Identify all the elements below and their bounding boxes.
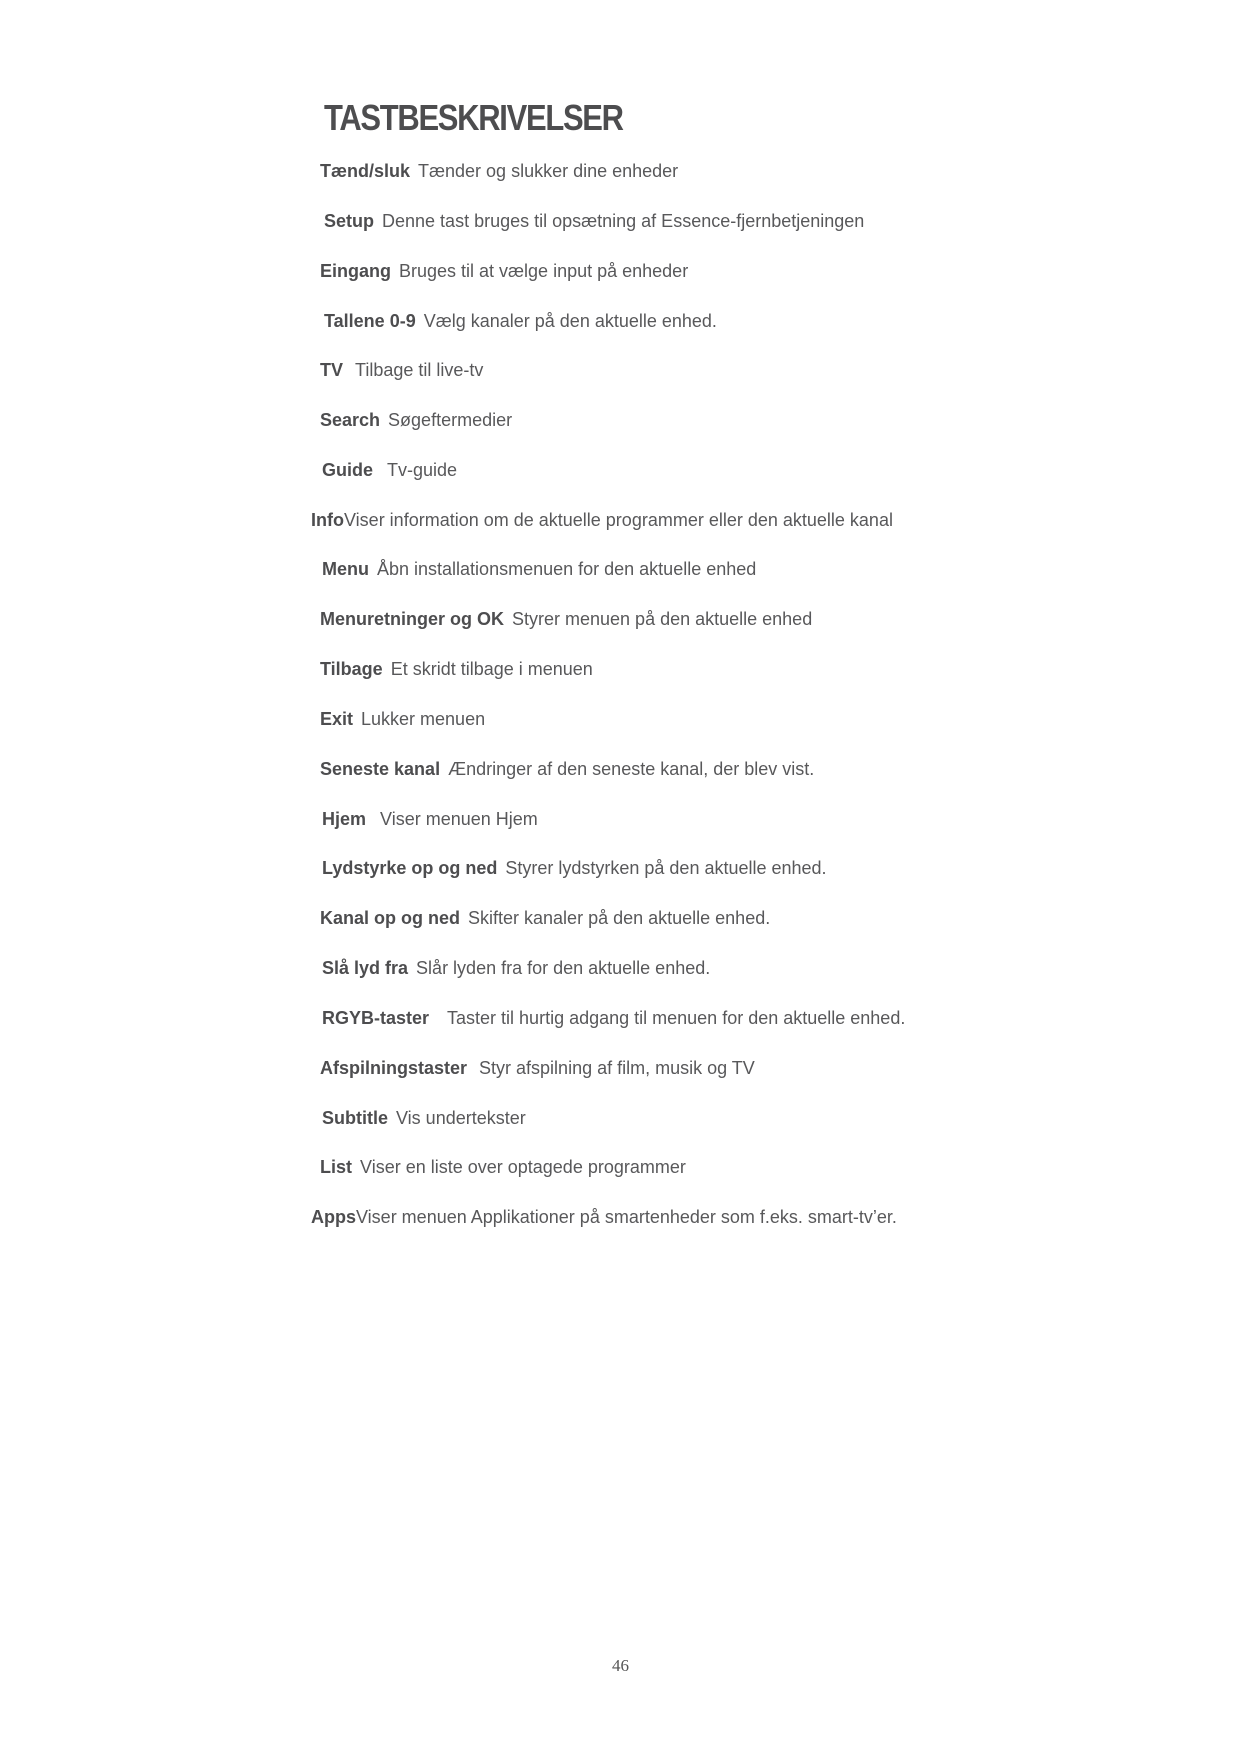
key-row	[311, 507, 893, 533]
page-number: 46	[612, 1656, 629, 1675]
key-row	[320, 656, 593, 682]
key-row	[322, 1105, 526, 1131]
key-description: Søgeftermedier	[388, 410, 513, 430]
key-name: Info	[311, 510, 344, 530]
key-name: Guide	[322, 460, 374, 480]
key-name: Eingang	[320, 261, 391, 281]
key-description: Tænder og slukker dine enheder	[418, 161, 679, 181]
key-description: Denne tast bruges til opsætning af Essence-fjernbetjeningen	[382, 211, 865, 231]
page-title: TASTBESKRIVELSER	[324, 97, 623, 138]
key-description: Styrer menuen på den aktuelle enhed	[512, 609, 813, 629]
key-row	[320, 1055, 755, 1081]
key-description: Viser menuen Applikationer på smartenheder som f.eks. smart-tv’er.	[356, 1207, 897, 1227]
key-row	[322, 855, 827, 881]
key-row	[320, 905, 770, 931]
key-description: Viser menuen Hjem	[380, 809, 538, 829]
key-name: Hjem	[322, 809, 367, 829]
key-name: Setup	[324, 211, 375, 231]
key-name: Exit	[320, 709, 354, 729]
key-name: Kanal op og ned	[320, 908, 461, 928]
key-row	[320, 706, 485, 732]
key-description: Åbn installationsmenuen for den aktuelle enhed	[377, 559, 757, 579]
key-row	[322, 1005, 905, 1031]
key-description: Taster til hurtig adgang til menuen for den aktuelle enhed.	[447, 1008, 906, 1028]
key-description: Vælg kanaler på den aktuelle enhed.	[423, 311, 717, 331]
key-description: Styr afspilning af film, musik og TV	[479, 1058, 755, 1078]
key-name: Slå lyd fra	[322, 958, 409, 978]
key-name: Afspilningstaster	[320, 1058, 468, 1078]
key-row	[320, 1154, 686, 1180]
key-description: Tilbage til live-tv	[355, 360, 484, 380]
key-name: RGYB-taster	[322, 1008, 430, 1028]
key-name: Tilbage	[320, 659, 383, 679]
key-name: Seneste kanal	[320, 759, 441, 779]
key-description: Viser information om de aktuelle programmer eller den aktuelle kanal	[344, 510, 893, 530]
key-row	[320, 258, 688, 284]
key-row	[322, 806, 538, 832]
key-row	[322, 556, 756, 582]
key-name: Search	[320, 410, 381, 430]
key-row	[320, 158, 678, 184]
key-name: Tallene 0-9	[324, 311, 416, 331]
key-description: Slår lyden fra for den aktuelle enhed.	[416, 958, 711, 978]
key-description: Bruges til at vælge input på enheder	[399, 261, 689, 281]
key-row	[320, 357, 483, 383]
key-name: Apps	[311, 1207, 356, 1227]
key-description: Ændringer af den seneste kanal, der blev vist.	[448, 759, 815, 779]
key-description: Et skridt tilbage i menuen	[390, 659, 593, 679]
key-description: Lukker menuen	[361, 709, 486, 729]
key-description: Viser en liste over optagede programmer	[360, 1157, 686, 1177]
key-name: List	[320, 1157, 353, 1177]
key-name: Subtitle	[322, 1108, 388, 1128]
key-row	[324, 308, 717, 334]
key-name: Tænd/sluk	[320, 161, 411, 181]
key-name: Menu	[322, 559, 369, 579]
key-description: Skifter kanaler på den aktuelle enhed.	[468, 908, 771, 928]
key-description: Styrer lydstyrken på den aktuelle enhed.	[505, 858, 827, 878]
key-description: Tv-guide	[387, 460, 458, 480]
key-row	[320, 407, 512, 433]
key-row	[322, 457, 457, 483]
key-name: Menuretninger og OK	[320, 609, 504, 629]
key-row	[324, 208, 864, 234]
key-name: Lydstyrke op og ned	[322, 858, 498, 878]
key-name: TV	[320, 360, 344, 380]
key-description: Vis undertekster	[396, 1108, 526, 1128]
key-row	[311, 1204, 897, 1230]
key-row	[320, 756, 814, 782]
key-row	[322, 955, 710, 981]
key-row	[320, 606, 812, 632]
